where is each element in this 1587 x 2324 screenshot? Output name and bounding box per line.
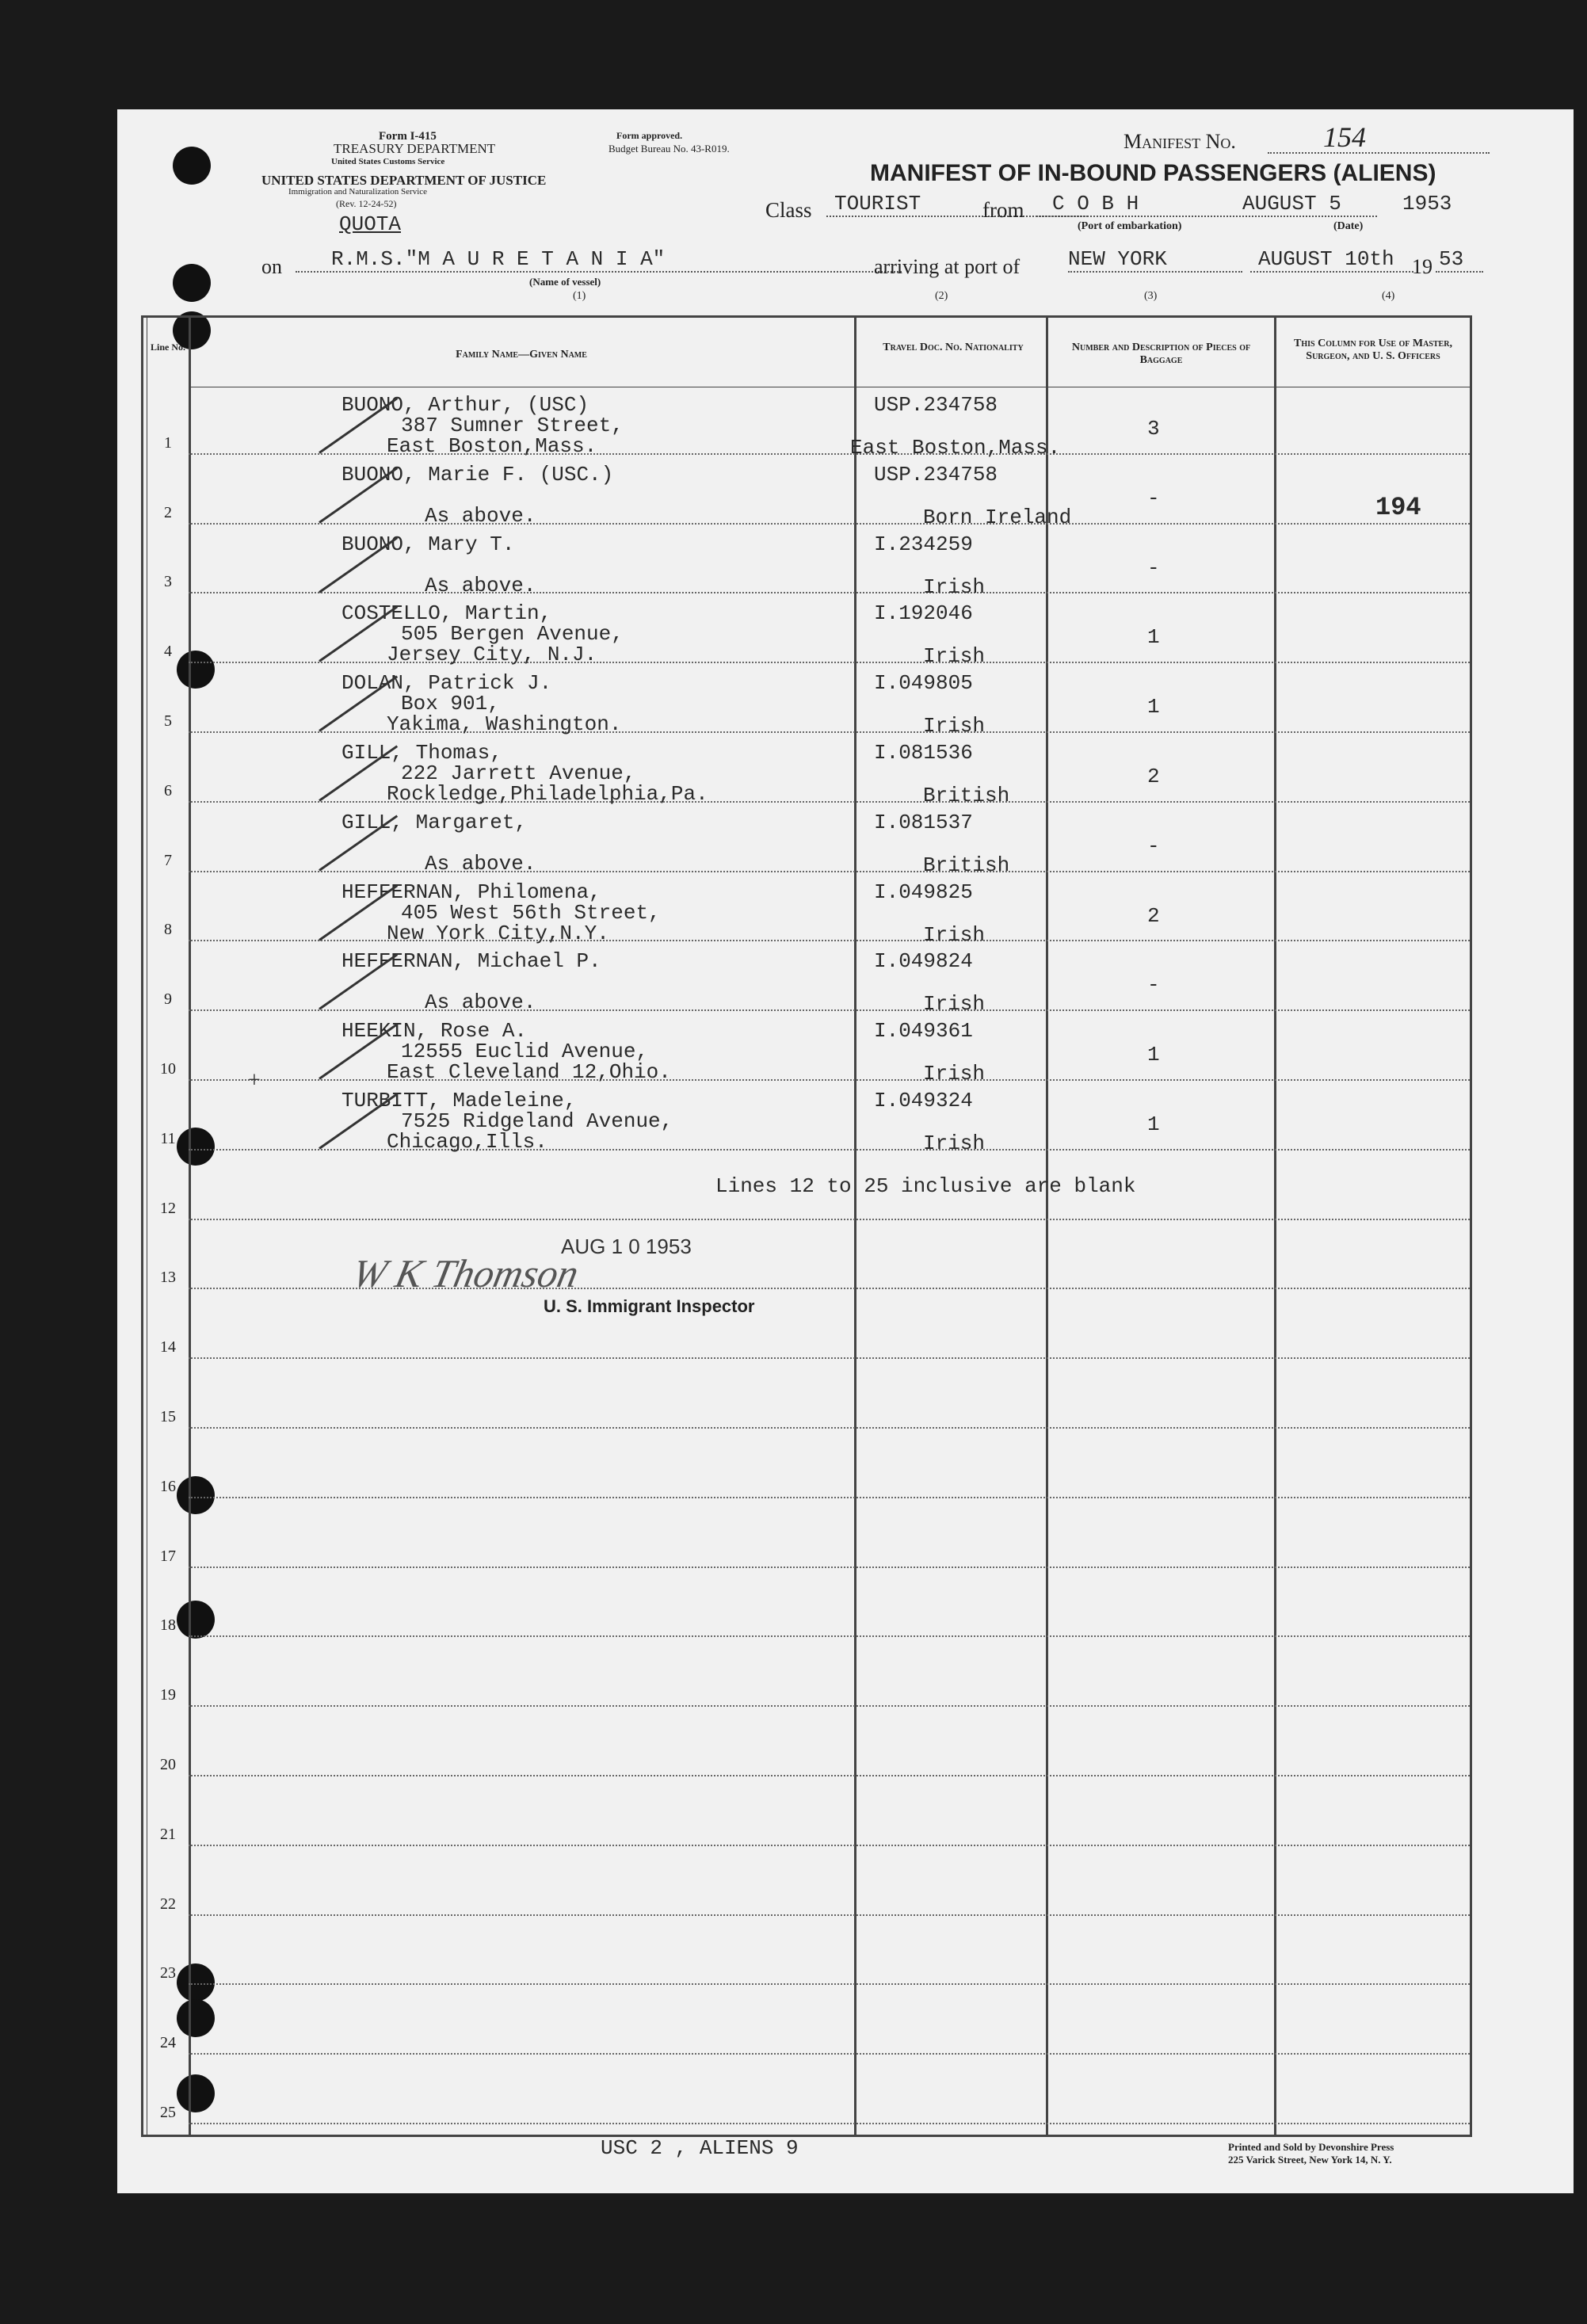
- row-rule: [189, 2053, 1470, 2055]
- punch-hole: [173, 147, 211, 185]
- line-number: 8: [164, 921, 172, 939]
- departure-year: 1953: [1402, 192, 1452, 216]
- line-number: 5: [164, 712, 172, 730]
- header-travel-doc: Travel Doc. No. Nationality: [883, 342, 1024, 353]
- arrival-port: NEW YORK: [1068, 247, 1242, 273]
- header-officers: This Column for Use of Master, Surgeon, and U. S. Officers: [1294, 338, 1452, 362]
- punch-hole: [173, 264, 211, 302]
- line-number: 9: [164, 990, 172, 1009]
- port-caption: (Port of embarkation): [1078, 220, 1182, 232]
- treasury-department: TREASURY DEPARTMENT: [334, 141, 496, 156]
- budget-bureau: Budget Bureau No. 43-R019.: [608, 143, 730, 155]
- address-line-2: As above.: [425, 990, 536, 1015]
- column-number-2: (2): [935, 290, 948, 302]
- line-number: 7: [164, 851, 172, 869]
- manifest-title: MANIFEST OF IN-BOUND PASSENGERS (ALIENS): [870, 160, 1436, 186]
- punch-hole: [177, 1999, 215, 2037]
- baggage-count: -: [1147, 555, 1160, 580]
- baggage-count: -: [1147, 486, 1160, 510]
- address-line-2: Rockledge,Philadelphia,Pa.: [387, 782, 708, 806]
- customs-service: United States Customs Service: [331, 157, 445, 166]
- row-rule: [189, 523, 1470, 525]
- address-line-2: As above.: [425, 503, 536, 528]
- nationality: British: [923, 853, 1010, 877]
- passenger-name: BUONO, Arthur, (USC): [341, 393, 589, 417]
- line-number: 1: [164, 433, 172, 452]
- line-number: 14: [160, 1338, 176, 1357]
- address-line-1: 387 Sumner Street,: [401, 414, 624, 437]
- row-rule: [189, 453, 1470, 455]
- row-rule: [189, 1705, 1470, 1707]
- nationality: British: [923, 784, 1010, 807]
- quota-label: QUOTA: [339, 212, 402, 236]
- row-rule: [189, 592, 1470, 593]
- margin-cross-mark: +: [248, 1068, 261, 1093]
- address-line-2: Chicago,Ills.: [387, 1130, 547, 1154]
- revision-date: (Rev. 12-24-52): [336, 198, 397, 209]
- row-rule: [189, 2123, 1470, 2124]
- row-rule: [189, 1357, 1470, 1359]
- address-line-1: Box 901,: [401, 692, 500, 716]
- baggage-count: 1: [1147, 625, 1160, 650]
- baggage-count: 3: [1147, 417, 1160, 441]
- baggage-count: 1: [1147, 695, 1160, 719]
- nationality: Irish: [923, 1062, 986, 1086]
- column-number-3: (3): [1144, 290, 1158, 302]
- line-number: 16: [160, 1477, 176, 1495]
- baggage-count: -: [1147, 834, 1160, 858]
- header-line-no: Line No.: [150, 342, 185, 353]
- travel-doc-number: I.049825: [874, 880, 973, 904]
- travel-doc-number: USP.234758: [874, 462, 998, 487]
- footer-summary: USC 2 , ALIENS 9: [601, 2136, 799, 2160]
- address-line-1: 7525 Ridgeland Avenue,: [401, 1109, 673, 1133]
- department-of-justice: UNITED STATES DEPARTMENT OF JUSTICE: [261, 173, 547, 188]
- ins-service: Immigration and Naturalization Service: [288, 187, 428, 197]
- inspector-signature: W K Thomson: [349, 1251, 583, 1296]
- manifest-page: [117, 109, 1574, 2193]
- row-rule: [189, 1497, 1470, 1498]
- nationality: Irish: [923, 1131, 986, 1155]
- nationality: Irish: [923, 992, 986, 1017]
- line-number: 25: [160, 2104, 176, 2121]
- manifest-no-value: 154: [1323, 121, 1366, 153]
- row-rule: [189, 1635, 1470, 1637]
- nationality: East Boston,Mass.: [850, 436, 1061, 460]
- row-rule: [189, 1775, 1470, 1776]
- line-number: 20: [160, 1756, 176, 1773]
- line-number: 6: [164, 781, 172, 799]
- row-rule: [189, 801, 1470, 803]
- line-number: 3: [164, 573, 172, 591]
- arrival-year-prefix: 19: [1412, 255, 1432, 278]
- row-rule: [189, 1983, 1470, 1985]
- passenger-name: HEEKIN, Rose A.: [341, 1019, 528, 1044]
- travel-doc-number: I.049361: [874, 1019, 973, 1044]
- row-rule: [189, 731, 1470, 733]
- printer-line-1: Printed and Sold by Devonshire Press: [1228, 2141, 1394, 2153]
- from-value: C O B H: [1036, 192, 1250, 217]
- address-line-2: Yakima, Washington.: [387, 712, 622, 737]
- passenger-name: HEFFERNAN, Michael P.: [341, 949, 601, 974]
- from-label: from: [982, 198, 1024, 222]
- vessel-name: R.M.S."M A U R E T A N I A": [296, 247, 902, 273]
- line-number: 11: [160, 1129, 176, 1147]
- address-line-2: As above.: [425, 851, 536, 876]
- travel-doc-number: I.234259: [874, 532, 973, 556]
- line-number: 17: [160, 1547, 176, 1565]
- row-rule: [189, 940, 1470, 941]
- address-line-1: 12555 Euclid Avenue,: [401, 1040, 649, 1064]
- row-rule: [189, 1427, 1470, 1429]
- passenger-name: TURBITT, Madeleine,: [341, 1089, 577, 1112]
- passenger-name: DOLAN, Patrick J.: [341, 671, 552, 696]
- address-line-1: 222 Jarrett Avenue,: [401, 761, 636, 785]
- address-line-2: As above.: [425, 573, 536, 597]
- row-rule: [189, 1219, 1470, 1220]
- travel-doc-number: I.049805: [874, 671, 973, 696]
- passenger-name: COSTELLO, Martin,: [341, 601, 552, 626]
- line-number: 21: [160, 1825, 176, 1843]
- row-rule: [189, 1009, 1470, 1011]
- nationality: Irish: [923, 714, 986, 738]
- baggage-count: 1: [1147, 1043, 1160, 1067]
- nationality: Irish: [923, 574, 986, 599]
- date-caption: (Date): [1333, 220, 1364, 232]
- address-line-2: New York City,N.Y.: [387, 921, 609, 945]
- line-number: 19: [160, 1686, 176, 1704]
- date-stamp: AUG 1 0 1953: [561, 1235, 692, 1258]
- nationality: Irish: [923, 922, 986, 947]
- line-number: 23: [160, 1964, 176, 1982]
- address-line-2: Jersey City, N.J.: [387, 643, 597, 667]
- passenger-name: GILL, Thomas,: [341, 741, 502, 765]
- baggage-count: -: [1147, 973, 1160, 998]
- row-rule: [189, 662, 1470, 663]
- passenger-name: HEFFERNAN, Philomena,: [341, 880, 601, 904]
- inspector-title: U. S. Immigrant Inspector: [544, 1296, 755, 1316]
- class-label: Class: [765, 198, 812, 222]
- line-number: 13: [160, 1269, 176, 1287]
- column-number-1: (1): [573, 290, 586, 302]
- line-number: 22: [160, 1895, 176, 1913]
- officer-code: 194: [1375, 492, 1421, 522]
- line-number: 24: [160, 2034, 176, 2052]
- travel-doc-number: I.049324: [874, 1089, 973, 1112]
- line-number: 10: [160, 1060, 176, 1078]
- on-label: on: [261, 255, 282, 278]
- baggage-count: 2: [1147, 903, 1160, 928]
- line-number: 2: [164, 503, 172, 521]
- row-rule: [189, 1079, 1470, 1081]
- row-rule: [189, 1149, 1470, 1151]
- passenger-name: BUONO, Mary T.: [341, 532, 515, 556]
- address-line-1: 405 West 56th Street,: [401, 900, 661, 925]
- nationality: Irish: [923, 644, 986, 669]
- passenger-name: GILL, Margaret,: [341, 810, 528, 834]
- arrival-year: 53: [1436, 247, 1483, 273]
- travel-doc-number: I.081537: [874, 810, 973, 834]
- blank-lines-note: Lines 12 to 25 inclusive are blank: [715, 1174, 1136, 1198]
- vessel-caption: (Name of vessel): [529, 276, 601, 288]
- column-number-4: (4): [1382, 290, 1395, 302]
- row-rule: [189, 871, 1470, 872]
- nationality: Born Ireland: [923, 505, 1072, 529]
- arriving-label: arriving at port of: [874, 255, 1020, 278]
- address-line-2: East Boston,Mass.: [387, 434, 597, 458]
- line-number: 15: [160, 1408, 176, 1425]
- address-line-1: 505 Bergen Avenue,: [401, 622, 624, 647]
- class-value: TOURIST: [826, 192, 1088, 217]
- row-rule: [189, 1567, 1470, 1568]
- baggage-count: 1: [1147, 1112, 1160, 1136]
- line-number: 4: [164, 643, 172, 661]
- header-baggage: Number and Description of Pieces of Baggage: [1071, 342, 1251, 366]
- line-number: 18: [160, 1616, 176, 1635]
- travel-doc-number: USP.234758: [874, 393, 998, 417]
- travel-doc-number: I.081536: [874, 741, 973, 765]
- line-number: 12: [160, 1199, 176, 1217]
- passenger-name: BUONO, Marie F. (USC.): [341, 462, 614, 487]
- form-approved: Form approved.: [616, 130, 683, 141]
- row-rule: [189, 1914, 1470, 1916]
- baggage-count: 2: [1147, 765, 1160, 788]
- arrival-date: AUGUST 10th: [1250, 247, 1413, 273]
- manifest-no-field: [1268, 121, 1490, 154]
- travel-doc-number: I.192046: [874, 601, 973, 626]
- departure-date: AUGUST 5: [1242, 192, 1377, 217]
- printer-line-2: 225 Varick Street, New York 14, N. Y.: [1228, 2154, 1392, 2166]
- form-id: Form I-415: [379, 130, 437, 143]
- manifest-no-label: Manifest No.: [1123, 130, 1236, 153]
- travel-doc-number: I.049824: [874, 949, 973, 974]
- address-line-2: East Cleveland 12,Ohio.: [387, 1060, 671, 1085]
- header-family-name: Family Name—Given Name: [456, 349, 587, 361]
- row-rule: [189, 1845, 1470, 1846]
